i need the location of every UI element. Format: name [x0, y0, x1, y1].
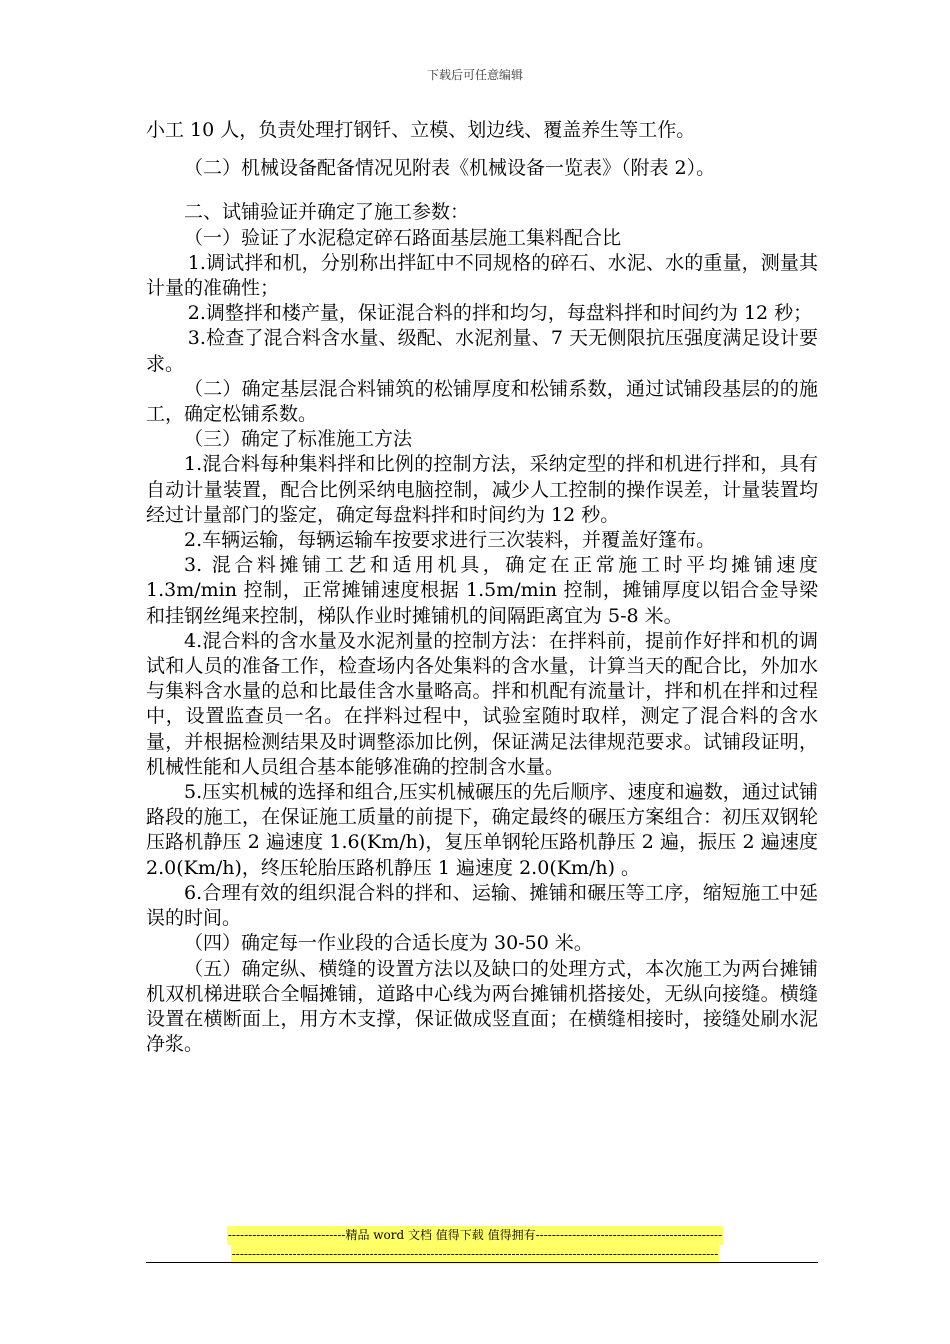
section-heading: 二、试铺验证并确定了施工参数： [184, 201, 470, 224]
page-header: 下载后可任意编辑 [426, 68, 523, 82]
paragraph: 1.调试拌和机，分别称出拌缸中不同规格的碎石、水泥、水的重量，测量其计量的准确性； [146, 251, 818, 300]
paragraph: 4.混合料的含水量及水泥剂量的控制方法：在拌料前，提前作好拌和机的调试和人员的准备工作，检查场内各处集料的含水量，计算当天的配合比，外加水与集料含水量的总和比最佳含水量略高。拌和机配有流量计，拌和机在拌和过程中，设置监查员一名。在拌料过程中，试验室随时取样，测定了混合料的含水量，并根据检测结果及时调整添加比例，保证满足法律规范要求。试铺段证明，机械性能和人员组合基本能够准确的控制含水量。 [146, 629, 818, 778]
subsection-heading: （四）确定每一作业段的合适长度为 30-50 米。 [184, 932, 593, 955]
paragraph: 3.检查了混合料含水量、级配、水泥剂量、7 天无侧限抗压强度满足设计要求。 [146, 327, 818, 375]
subsection-heading: （二）确定基层混合料铺筑的松铺厚度和松铺系数，通过试铺段基层的的施工，确定松铺系数。 [146, 377, 818, 426]
page-footer [0, 1226, 950, 1264]
footer-banner: -----------------------------精品 word 文档 值得下载 值得拥有---------------------------------------------- [227, 1226, 723, 1245]
paragraph: 小工 10 人，负责处理打钢钎、立模、划边线、覆盖养生等工作。 [146, 119, 696, 141]
paragraph: （二）机械设备配备情况见附表《机械设备一览表》（附表 2）。 [184, 157, 716, 180]
subsection-heading: （五）确定纵、横缝的设置方法以及缺口的处理方式，本次施工为两台摊铺机双机梯进联合全幅摊铺，道路中心线为两台摊铺机搭接处，无纵向接缝。横缝设置在横断面上，用方木支撑，保证做成竖直面；在横缝相接时，接缝处刷水泥净浆。 [146, 957, 818, 1056]
paragraph: 2.车辆运输，每辆运输车按要求进行三次装料，并覆盖好篷布。 [184, 529, 716, 552]
footer-rule [146, 1262, 818, 1263]
paragraph: 5.压实机械的选择和组合,压实机械碾压的先后顺序、速度和遍数，通过试铺路段的施工，在保证施工质量的前提下，确定最终的碾压方案组合：初压双钢轮压路机静压 2 遍速度 1.6(Km/h)，复压单钢轮压路机静压 2 遍，振压 2 遍速度 2.0(Km/h)，终压轮胎压路机静压 1 遍速度 2.0(Km/h) 。 [146, 781, 818, 879]
paragraph: 3. 混合料摊铺工艺和适用机具，确定在正常施工时平均摊铺速度 1.3m/min 控制，正常摊铺速度根据 1.5m/min 控制，摊铺厚度以铝合金导梁和挂钢丝绳来控制，梯队作业时摊铺机的间隔距离宜为 5-8 米。 [146, 554, 818, 627]
subsection-heading: （三）确定了标准施工方法 [184, 428, 413, 451]
footer-dashes: ------------------------------------------------------------------------------------------------------------------------ [231, 1245, 720, 1264]
subsection-heading: （一）验证了水泥稳定碎石路面基层施工集料配合比 [184, 226, 622, 249]
paragraph: 2.调整拌和楼产量，保证混合料的拌和均匀，每盘料拌和时间约为 12 秒； [187, 302, 813, 325]
paragraph: 6.合理有效的组织混合料的拌和、运输、摊铺和碾压等工序，缩短施工中延误的时间。 [146, 881, 818, 930]
body-text [146, 118, 818, 1057]
paragraph: 1.混合料每种集料拌和比例的控制方法，采纳定型的拌和机进行拌和，具有自动计量装置，配合比例采纳电脑控制，减少人工控制的操作误差，计量装置均经过计量部门的鉴定，确定每盘料拌和时间约为 12 秒。 [146, 453, 818, 526]
